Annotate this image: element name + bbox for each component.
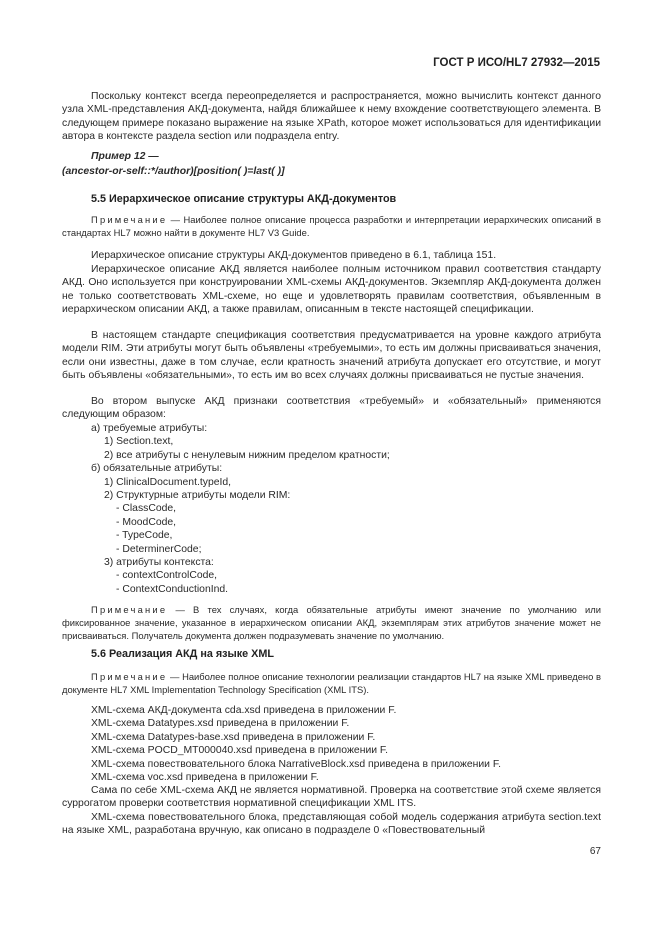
schema-item: XML-схема Datatypes.xsd приведена в приложении F. [91,718,350,730]
schema-item: XML-схема АКД-документа cda.xsd приведена в приложении F. [91,705,397,716]
schema-item: XML-схема voc.xsd приведена в приложении F. [91,772,319,783]
list-item: 2) Структурные атрибуты модели RIM: [104,490,291,501]
note-label: Примечание [91,671,168,682]
paragraph: Во втором выпуске АКД признаки соответствия «требуемый» и «обязательный» применяются следующим образом: [62,396,601,421]
section-heading: 5.5 Иерархическое описание структуры АКД-документов [91,193,397,205]
note-label: Примечание [91,214,168,225]
paragraph: Иерархическое описание АКД является наиболее полным источником правил соответствия стандарту АКД. Оно используется при конструировании XML-схемы АКД-документов. Экземпляр АКД-документа должен не только соответствовать XML-схеме, но еще и удовлетворять правилам соответствия, объявленным в иерархическом описании АКД, а также правилам, описанным в тексте настоящей спецификации. [62,264,601,315]
list-item: - MoodCode, [116,516,177,528]
paragraph: XML-схема повествовательного блока, представляющая собой модель содержания атрибута section.text на языке XML, разработана вручную, как описано в подразделе 0 «Повествовательный [62,812,601,837]
section-heading: 5.6 Реализация АКД на языке XML [91,648,274,660]
paragraph: Поскольку контекст всегда переопределяется и распространяется, можно вычислить контекст данного узла XML-представления АКД-документа, найдя ближайшее к нему вхождение соответствующего элемента. В следующем примере показано выражение на языке XPath, которое может использоваться для идентификации автора в контексте раздела section или подраздела entry. [62,91,601,142]
note [62,603,601,642]
list-item: 3) атрибуты контекста: [104,557,214,568]
note [62,213,601,239]
note-text: — В тех случаях, когда обязательные атрибуты имеют значение по умолчанию или фиксированное значение, указанное в иерархическом описании АКД, экземплярам этих атрибутов значение может не присваиваться. Получатель документа должен подразумевать значение по умолчанию. [62,604,601,641]
list-item: - ClassCode, [116,503,177,515]
list-item: - TypeCode, [116,530,173,542]
schema-item: XML-схема Datatypes-base.xsd приведена в приложении F. [91,731,376,743]
note [62,670,601,696]
list-item: - DeterminerCode; [116,543,202,555]
page-number: 67 [589,846,601,857]
example-code: (ancestor-or-self::*/author)[position( )=last( )] [62,166,285,177]
list-item: б) обязательные атрибуты: [91,463,223,475]
document-header: ГОСТ Р ИСО/HL7 27932—2015 [433,57,600,69]
paragraph: Иерархическое описание структуры АКД-документов приведено в 6.1, таблица 151. [91,250,497,261]
schema-item: XML-схема POCD_MT000040.xsd приведена в приложении F. [91,745,389,757]
note-text: — Наиболее полное описание технологии реализации стандартов HL7 на языке XML приведено в документе HL7 XML Implementation Technology Specification (XML ITS). [62,671,601,695]
list-item: 1) Section.text, [104,436,174,448]
list-item: а) требуемые атрибуты: [91,423,208,434]
list-item: 2) все атрибуты с ненулевым нижним пределом кратности; [104,449,390,461]
paragraph: В настоящем стандарте спецификация соответствия предусматривается на уровне каждого атрибута модели RIM. Эти атрибуты могут быть объявлены «требуемыми», то есть им должны присваиваться значения, если они известны, даже в том случае, если кратность значений атрибута допускает его отсутствие, и могут быть объявлены «обязательными», то есть им во всех случаях должны присваиваться не пустые значения. [62,330,601,381]
list-item: 1) ClinicalDocument.typeId, [104,476,232,488]
schema-item: XML-схема повествовательного блока NarrativeBlock.xsd приведена в приложении F. [91,758,501,770]
note-text: — Наиболее полное описание процесса разработки и интерпретации иерархических описаний в стандартах HL7 можно найти в документе HL7 V3 Guide. [62,214,601,238]
example-label: Пример 12 — [91,151,159,162]
note-label: Примечание [91,604,168,615]
paragraph: Сама по себе XML-схема АКД не является нормативной. Проверка на соответствие этой схеме является суррогатом проверки соответствия нормативной спецификации XML ITS. [62,785,601,810]
list-item: - ContextConductionInd. [116,583,229,595]
list-item: - contextControlCode, [116,570,218,582]
